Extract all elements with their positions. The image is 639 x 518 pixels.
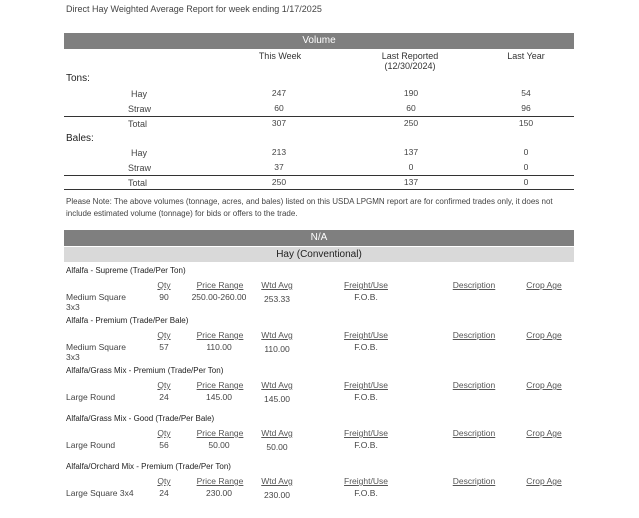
crop-age-header: Crop Age xyxy=(526,280,562,290)
crop-age-header: Crop Age xyxy=(526,380,562,390)
freight-header: Freight/Use xyxy=(344,330,388,340)
tons-hay-this-week: 247 xyxy=(271,88,287,98)
price-range-value: 145.00 xyxy=(206,392,232,402)
wtd-avg-header: Wtd Avg xyxy=(261,280,293,290)
wtd-avg-value: 145.00 xyxy=(264,394,290,404)
package-size: 3x3 xyxy=(66,302,80,312)
col-this-week: This Week xyxy=(258,51,302,61)
price-range-header: Price Range xyxy=(196,330,244,340)
tons-straw-this-week: 60 xyxy=(274,103,284,113)
bales-label: Bales: xyxy=(66,133,94,144)
section-title: Alfalfa - Premium (Trade/Per Bale) xyxy=(66,316,189,325)
freight-value: F.O.B. xyxy=(354,342,378,352)
price-range-header: Price Range xyxy=(196,380,244,390)
tons-hay-last-year: 54 xyxy=(521,88,531,98)
tons-total-label: Total xyxy=(128,119,148,129)
freight-value: F.O.B. xyxy=(354,392,378,402)
qty-header: Qty xyxy=(157,380,171,390)
col-last-reported: Last Reported xyxy=(381,51,439,61)
bales-straw-label: Straw xyxy=(128,163,152,173)
tons-hay-last-reported: 190 xyxy=(403,88,419,98)
qty-value: 57 xyxy=(159,342,169,352)
wtd-avg-value: 253.33 xyxy=(264,294,290,304)
bales-hay-last-year: 0 xyxy=(523,147,529,157)
bales-total-this-week: 250 xyxy=(271,177,287,187)
tons-hay-label: Hay xyxy=(131,89,148,99)
wtd-avg-value: 110.00 xyxy=(264,344,290,354)
bales-straw-last-year: 0 xyxy=(523,162,529,172)
col-last-reported-date: (12/30/2024) xyxy=(384,61,436,71)
qty-value: 90 xyxy=(159,292,169,302)
bales-bottom-divider xyxy=(64,189,574,190)
wtd-avg-header: Wtd Avg xyxy=(261,380,293,390)
package-label: Large Square 3x4 xyxy=(66,488,134,498)
wtd-avg-header: Wtd Avg xyxy=(261,428,293,438)
price-range-value: 230.00 xyxy=(206,488,232,498)
bales-hay-this-week: 213 xyxy=(271,147,287,157)
package-size: 3x3 xyxy=(66,352,80,362)
hay-heading: Hay (Conventional) xyxy=(64,247,574,262)
price-range-value: 50.00 xyxy=(208,440,230,450)
package-label: Medium Square xyxy=(66,342,127,352)
tons-label: Tons: xyxy=(66,73,90,84)
freight-header: Freight/Use xyxy=(344,380,388,390)
bales-straw-last-reported: 0 xyxy=(408,162,414,172)
price-range-value: 250.00-260.00 xyxy=(191,292,247,302)
freight-header: Freight/Use xyxy=(344,476,388,486)
description-header: Description xyxy=(452,280,496,290)
section-title: Alfalfa/Orchard Mix - Premium (Trade/Per Ton) xyxy=(66,462,231,471)
freight-value: F.O.B. xyxy=(354,292,378,302)
crop-age-header: Crop Age xyxy=(526,428,562,438)
package-label: Large Round xyxy=(66,440,116,450)
freight-value: F.O.B. xyxy=(354,488,378,498)
section-title: Alfalfa - Supreme (Trade/Per Ton) xyxy=(66,266,186,275)
freight-value: F.O.B. xyxy=(354,440,378,450)
tons-straw-last-reported: 60 xyxy=(406,103,416,113)
package-label: Medium Square xyxy=(66,292,127,302)
tons-total-this-week: 307 xyxy=(271,118,287,128)
qty-value: 24 xyxy=(159,488,169,498)
wtd-avg-header: Wtd Avg xyxy=(261,476,293,486)
freight-header: Freight/Use xyxy=(344,280,388,290)
qty-value: 24 xyxy=(159,392,169,402)
price-range-header: Price Range xyxy=(196,428,244,438)
bales-total-label: Total xyxy=(128,178,148,188)
description-header: Description xyxy=(452,380,496,390)
tons-straw-label: Straw xyxy=(128,104,152,114)
bales-total-last-year: 0 xyxy=(523,177,529,187)
region-heading: N/A xyxy=(64,230,574,246)
price-range-header: Price Range xyxy=(196,280,244,290)
qty-header: Qty xyxy=(157,330,171,340)
qty-header: Qty xyxy=(157,476,171,486)
description-header: Description xyxy=(452,476,496,486)
crop-age-header: Crop Age xyxy=(526,330,562,340)
freight-header: Freight/Use xyxy=(344,428,388,438)
tons-straw-last-year: 96 xyxy=(521,103,531,113)
section-title: Alfalfa/Grass Mix - Good (Trade/Per Bale) xyxy=(66,414,215,423)
report-title: Direct Hay Weighted Average Report for week ending 1/17/2025 xyxy=(66,4,322,14)
qty-value: 56 xyxy=(159,440,169,450)
package-label: Large Round xyxy=(66,392,116,402)
wtd-avg-value: 230.00 xyxy=(264,490,290,500)
bales-hay-last-reported: 137 xyxy=(403,147,419,157)
qty-header: Qty xyxy=(157,280,171,290)
crop-age-header: Crop Age xyxy=(526,476,562,486)
tons-total-last-year: 150 xyxy=(518,118,534,128)
col-last-year: Last Year xyxy=(507,51,545,61)
wtd-avg-value: 50.00 xyxy=(266,442,288,452)
bales-total-divider xyxy=(64,175,574,176)
bales-hay-label: Hay xyxy=(131,148,148,158)
bales-total-last-reported: 137 xyxy=(403,177,419,187)
volume-heading: Volume xyxy=(64,33,574,49)
wtd-avg-header: Wtd Avg xyxy=(261,330,293,340)
tons-total-divider xyxy=(64,116,574,117)
volume-note: Please Note: The above volumes (tonnage, acres, and bales) listed on this USDA LPGMN report are for confirmed trades only, it does not include estimated volume (tonnage) for bids or offers to the trade. xyxy=(66,197,553,218)
tons-total-last-reported: 250 xyxy=(403,118,419,128)
qty-header: Qty xyxy=(157,428,171,438)
description-header: Description xyxy=(452,428,496,438)
bales-straw-this-week: 37 xyxy=(274,162,284,172)
price-range-value: 110.00 xyxy=(206,342,232,352)
description-header: Description xyxy=(452,330,496,340)
section-title: Alfalfa/Grass Mix - Premium (Trade/Per Ton) xyxy=(66,366,224,375)
price-range-header: Price Range xyxy=(196,476,244,486)
